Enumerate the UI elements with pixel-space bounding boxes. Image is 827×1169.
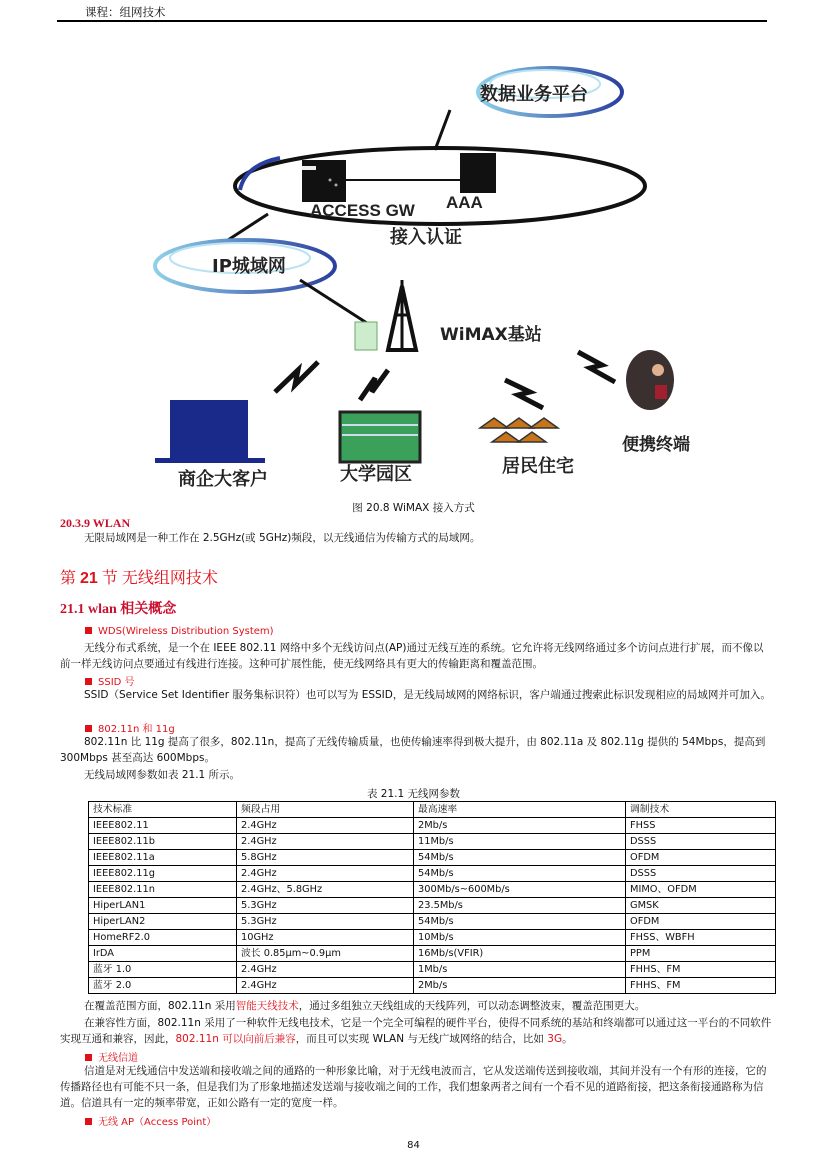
cell: OFDM xyxy=(626,850,776,866)
enterprise-label: 商企大客户 xyxy=(178,469,268,490)
text-run: 在兼容性方面，802.11n 采用了一种软件无线电技术，它是一个完全可编程的硬件平台，使得不同系统的基站和终端都可以通过这一平台的不同软件实现互通和兼容，因此， xyxy=(60,1017,772,1045)
chapter-prefix: 第 xyxy=(60,570,81,587)
bullet-wds xyxy=(85,626,274,637)
residential-label: 居民住宅 xyxy=(502,456,574,477)
cell: 蓝牙 2.0 xyxy=(89,978,237,994)
houses-icon xyxy=(480,418,558,442)
cell: 蓝牙 1.0 xyxy=(89,962,237,978)
cell: 10GHz xyxy=(237,930,414,946)
campus-label: 大学园区 xyxy=(340,464,412,485)
cell: 2Mb/s xyxy=(414,978,626,994)
bullet-ssid xyxy=(85,673,135,688)
bullet-label: 无线 AP（Access Point） xyxy=(98,1117,217,1128)
n-vs-g-paragraph: 802.11n 比 11g 提高了很多，802.11n，提高了无线传输质量，也使传输速率得到极大提升，由 802.11a 及 802.11g 提供的 54Mbps，提高到 300Mbps 甚至高达 600Mbps。 xyxy=(60,736,766,764)
cell: IEEE802.11a xyxy=(89,850,237,866)
table-row xyxy=(89,898,776,914)
cell: 5.3GHz xyxy=(237,914,414,930)
coverage-paragraph xyxy=(60,998,772,1014)
tower-icon xyxy=(355,280,416,350)
bullet-square-icon xyxy=(85,678,92,685)
table-row xyxy=(89,834,776,850)
text-run: 。 xyxy=(562,1033,573,1045)
access-auth-label: 接入认证 xyxy=(390,227,462,248)
highlight-3g: 3G xyxy=(547,1033,563,1045)
cell: DSSS xyxy=(626,834,776,850)
table-reference: 无线局域网参数如表 21.1 所示。 xyxy=(84,769,241,781)
table-row xyxy=(89,818,776,834)
wimax-figure xyxy=(150,40,725,490)
bullet-square-icon xyxy=(85,627,92,634)
chapter-number: 21 xyxy=(80,570,98,587)
course-header: 课程：组网技术 xyxy=(85,5,166,19)
table-row xyxy=(89,978,776,994)
table-row xyxy=(89,850,776,866)
bullet-label: SSID 号 xyxy=(98,677,135,688)
figure-caption: 图 20.8 WiMAX 接入方式 xyxy=(352,502,475,514)
cell: 1Mb/s xyxy=(414,962,626,978)
portable-user-icon xyxy=(626,350,674,410)
table-row xyxy=(89,930,776,946)
cell: HiperLAN1 xyxy=(89,898,237,914)
cell: 2.4GHz xyxy=(237,978,414,994)
cell: 5.3GHz xyxy=(237,898,414,914)
chapter-title: 节 无线组网技术 xyxy=(97,570,218,587)
portable-label: 便携终端 xyxy=(622,435,690,455)
table-row xyxy=(89,962,776,978)
bullet-label: WDS(Wireless Distribution System) xyxy=(98,626,274,637)
ssid-paragraph: SSID（Service Set Identifier 服务集标识符）也可以写为 ESSID，是无线局域网的网络标识，客户端通过搜索此标识发现相应的局域网并可加入。 xyxy=(84,689,771,701)
cell: 2.4GHz xyxy=(237,962,414,978)
wimax-diagram xyxy=(150,40,725,490)
column-header: 技术标准 xyxy=(89,802,237,818)
bullet-square-icon xyxy=(85,725,92,732)
cell: IrDA xyxy=(89,946,237,962)
bullet-80211n xyxy=(85,720,175,735)
table-row xyxy=(89,946,776,962)
section-heading-21-1: 21.1 wlan 相关概念 xyxy=(60,602,177,617)
office-building-icon xyxy=(155,400,265,463)
wireless-link-icon xyxy=(275,352,615,408)
cell: 5.8GHz xyxy=(237,850,414,866)
cell: IEEE802.11g xyxy=(89,866,237,882)
header-rule xyxy=(57,20,767,22)
text-run: ，而且可以实现 WLAN 与无线广域网络的结合，比如 xyxy=(295,1033,548,1045)
section-heading-20-3-9: 20.3.9 WLAN xyxy=(60,516,131,530)
access-gw-label: ACCESS GW xyxy=(310,201,415,220)
cell: FHHS、FM xyxy=(626,962,776,978)
cell: FHHS、FM xyxy=(626,978,776,994)
table-row xyxy=(89,866,776,882)
cell: 54Mb/s xyxy=(414,850,626,866)
chapter-heading xyxy=(60,565,218,588)
table-row xyxy=(89,914,776,930)
cell: MIMO、OFDM xyxy=(626,882,776,898)
column-header: 频段占用 xyxy=(237,802,414,818)
cell: 54Mb/s xyxy=(414,914,626,930)
cell: 2.4GHz、5.8GHz xyxy=(237,882,414,898)
cell: OFDM xyxy=(626,914,776,930)
wlan-paragraph: 无限局域网是一种工作在 2.5GHz(或 5GHz)频段，以无线通信为传输方式的局域网。 xyxy=(84,532,481,544)
cell: GMSK xyxy=(626,898,776,914)
server-icon xyxy=(302,160,346,202)
cell: IEEE802.11b xyxy=(89,834,237,850)
highlight-smart-antenna: 智能天线技术 xyxy=(235,1000,299,1012)
aaa-label: AAA xyxy=(446,193,483,212)
cell: 16Mb/s(VFIR) xyxy=(414,946,626,962)
cell: PPM xyxy=(626,946,776,962)
table-row xyxy=(89,882,776,898)
text-run: ，通过多组独立天线组成的天线阵列，可以动态调整波束，覆盖范围更大。 xyxy=(298,1000,646,1012)
cell: FHSS、WBFH xyxy=(626,930,776,946)
highlight-compatibility: 802.11n 可以向前后兼容 xyxy=(175,1033,296,1045)
cell: FHSS xyxy=(626,818,776,834)
cell: IEEE802.11n xyxy=(89,882,237,898)
page-number: 84 xyxy=(407,1140,420,1151)
cell: IEEE802.11 xyxy=(89,818,237,834)
cell: 10Mb/s xyxy=(414,930,626,946)
cell: 54Mb/s xyxy=(414,866,626,882)
bullet-label: 802.11n 和 11g xyxy=(98,724,175,735)
wds-paragraph: 无线分布式系统，是一个在 IEEE 802.11 网络中多个无线访问点(AP)通过无线互连的系统。它允许将无线网络通过多个访问点进行扩展，而不像以前一样无线访问点要通过有线进行连接。这种可扩展性能，使无线网络具有更大的传输距离和覆盖范围。 xyxy=(60,642,764,670)
cell: DSSS xyxy=(626,866,776,882)
wireless-params-table xyxy=(88,801,776,994)
column-header: 最高速率 xyxy=(414,802,626,818)
cell: 2Mb/s xyxy=(414,818,626,834)
table-caption: 表 21.1 无线网参数 xyxy=(366,788,461,800)
cell: 11Mb/s xyxy=(414,834,626,850)
bullet-ap xyxy=(85,1113,216,1128)
bullet-label: 无线信道 xyxy=(98,1053,138,1064)
cell: 波长 0.85μm~0.9μm xyxy=(237,946,414,962)
channel-paragraph: 信道是对无线通信中发送端和接收端之间的通路的一种形象比喻，对于无线电波而言，它从发送端传送到接收端，其间并没有一个有形的连接，它的传播路径也有可能不只一条，但是我们为了形象地描述发送端与接收端之间的工作，我们想象两者之间有一个看不见的道路衔接，把这条衔接通路称为信道。信道具有一定的频率带宽，正如公路有一定的宽度一样。 xyxy=(60,1065,767,1109)
campus-building-icon xyxy=(340,412,420,462)
cell: 2.4GHz xyxy=(237,834,414,850)
cell: 2.4GHz xyxy=(237,866,414,882)
cell: 23.5Mb/s xyxy=(414,898,626,914)
cell: HomeRF2.0 xyxy=(89,930,237,946)
wimax-bs-label: WiMAX基站 xyxy=(440,325,542,345)
text-run: 在覆盖范围方面，802.11n 采用 xyxy=(84,1000,236,1012)
ip-man-label: IP城域网 xyxy=(212,256,286,277)
bullet-square-icon xyxy=(85,1118,92,1125)
cell: 300Mb/s~600Mb/s xyxy=(414,882,626,898)
compat-paragraph xyxy=(60,1015,772,1047)
cell: 2.4GHz xyxy=(237,818,414,834)
cell: HiperLAN2 xyxy=(89,914,237,930)
column-header: 调制技术 xyxy=(626,802,776,818)
server-icon xyxy=(460,153,496,193)
bullet-channel xyxy=(85,1049,138,1064)
bullet-square-icon xyxy=(85,1054,92,1061)
data-platform-label: 数据业务平台 xyxy=(480,84,588,105)
table-header-row xyxy=(89,802,776,818)
